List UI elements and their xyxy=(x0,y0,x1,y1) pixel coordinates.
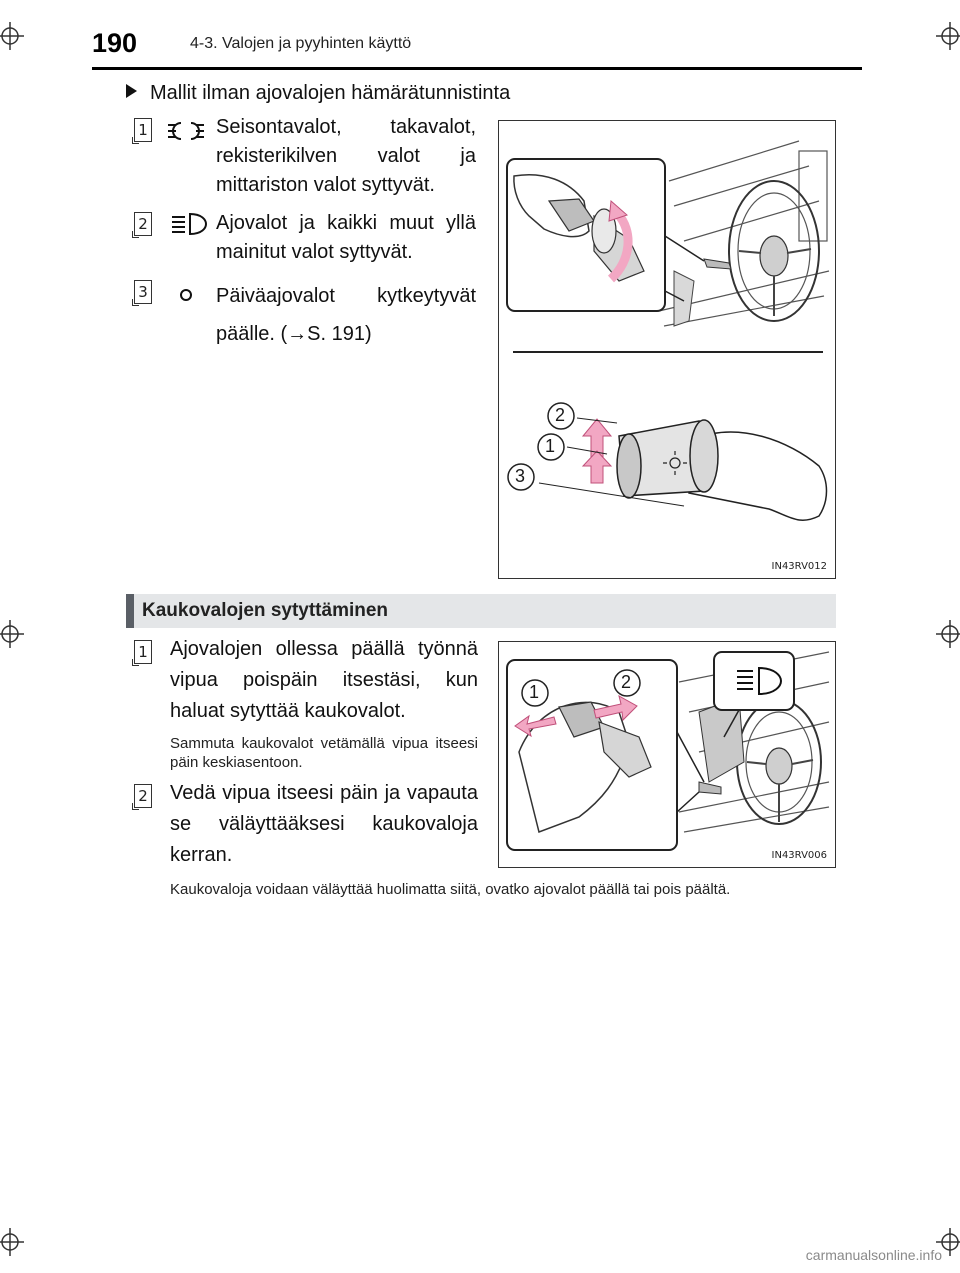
callout-number: 2 xyxy=(621,672,632,692)
item-number: 1 xyxy=(134,640,152,664)
figure-code: IN43RV006 xyxy=(771,850,827,861)
subheading xyxy=(126,82,510,105)
crop-mark-icon xyxy=(0,620,24,648)
item-number: 1 xyxy=(134,118,152,142)
item-text: Vedä vipua itseesi päin ja vapauta se väläyttääksesi kaukovaloja kerran. xyxy=(170,782,478,866)
high-beam-illustration xyxy=(499,642,835,867)
lever-illustration xyxy=(499,121,835,578)
section-title: Kaukovalojen sytyttäminen xyxy=(142,600,389,621)
item-text: Ajovalojen ollessa päällä työnnä vipua poispäin itsestäsi, kun haluat sytyttää kaukovalot. xyxy=(170,638,478,722)
crop-mark-icon xyxy=(0,1228,24,1256)
section-accent xyxy=(126,594,134,628)
callout-number: 1 xyxy=(529,682,540,702)
callout-number: 1 xyxy=(545,436,556,456)
item-number: 3 xyxy=(134,280,152,304)
page-number: 190 xyxy=(92,28,138,58)
footnote: Kaukovaloja voidaan väläyttää huolimatta siitä, ovatko ajovalot päällä tai pois päältä. xyxy=(170,881,731,898)
item-number: 2 xyxy=(134,212,152,236)
watermark: carmanualsonline.info xyxy=(805,1247,942,1263)
item-number: 2 xyxy=(134,784,152,808)
drl-icon xyxy=(178,284,194,309)
header-divider xyxy=(92,67,862,70)
item-text: Ajovalot ja kaikki muut yllä mainitut valot syttyvät. xyxy=(216,212,476,263)
headlights-icon xyxy=(170,210,210,243)
item-text: Päiväajovalot kytkeytyvät päälle. (→S. 191) xyxy=(216,285,476,345)
figure-code: IN43RV012 xyxy=(771,561,827,572)
lever-figure-top xyxy=(498,120,836,579)
item-note: Sammuta kaukovalot vetämällä vipua itseesi päin keskiasentoon. xyxy=(170,735,478,771)
subheading-text: Mallit ilman ajovalojen hämärätunnistinta xyxy=(150,82,511,104)
crop-mark-icon xyxy=(936,620,960,648)
lever-figure-bottom xyxy=(498,641,836,868)
triangle-bullet-icon xyxy=(126,84,137,98)
crop-mark-icon xyxy=(936,22,960,50)
callout-number: 2 xyxy=(555,405,566,425)
crop-mark-icon xyxy=(0,22,24,50)
section-heading xyxy=(126,594,836,628)
callout-number: 3 xyxy=(515,466,526,486)
chapter-title: 4-3. Valojen ja pyyhinten käyttö xyxy=(190,35,412,52)
item-text: Seisontavalot, takavalot, rekisterikilven valot ja mittariston valot syttyvät. xyxy=(216,116,476,196)
parking-lights-icon xyxy=(166,117,206,150)
